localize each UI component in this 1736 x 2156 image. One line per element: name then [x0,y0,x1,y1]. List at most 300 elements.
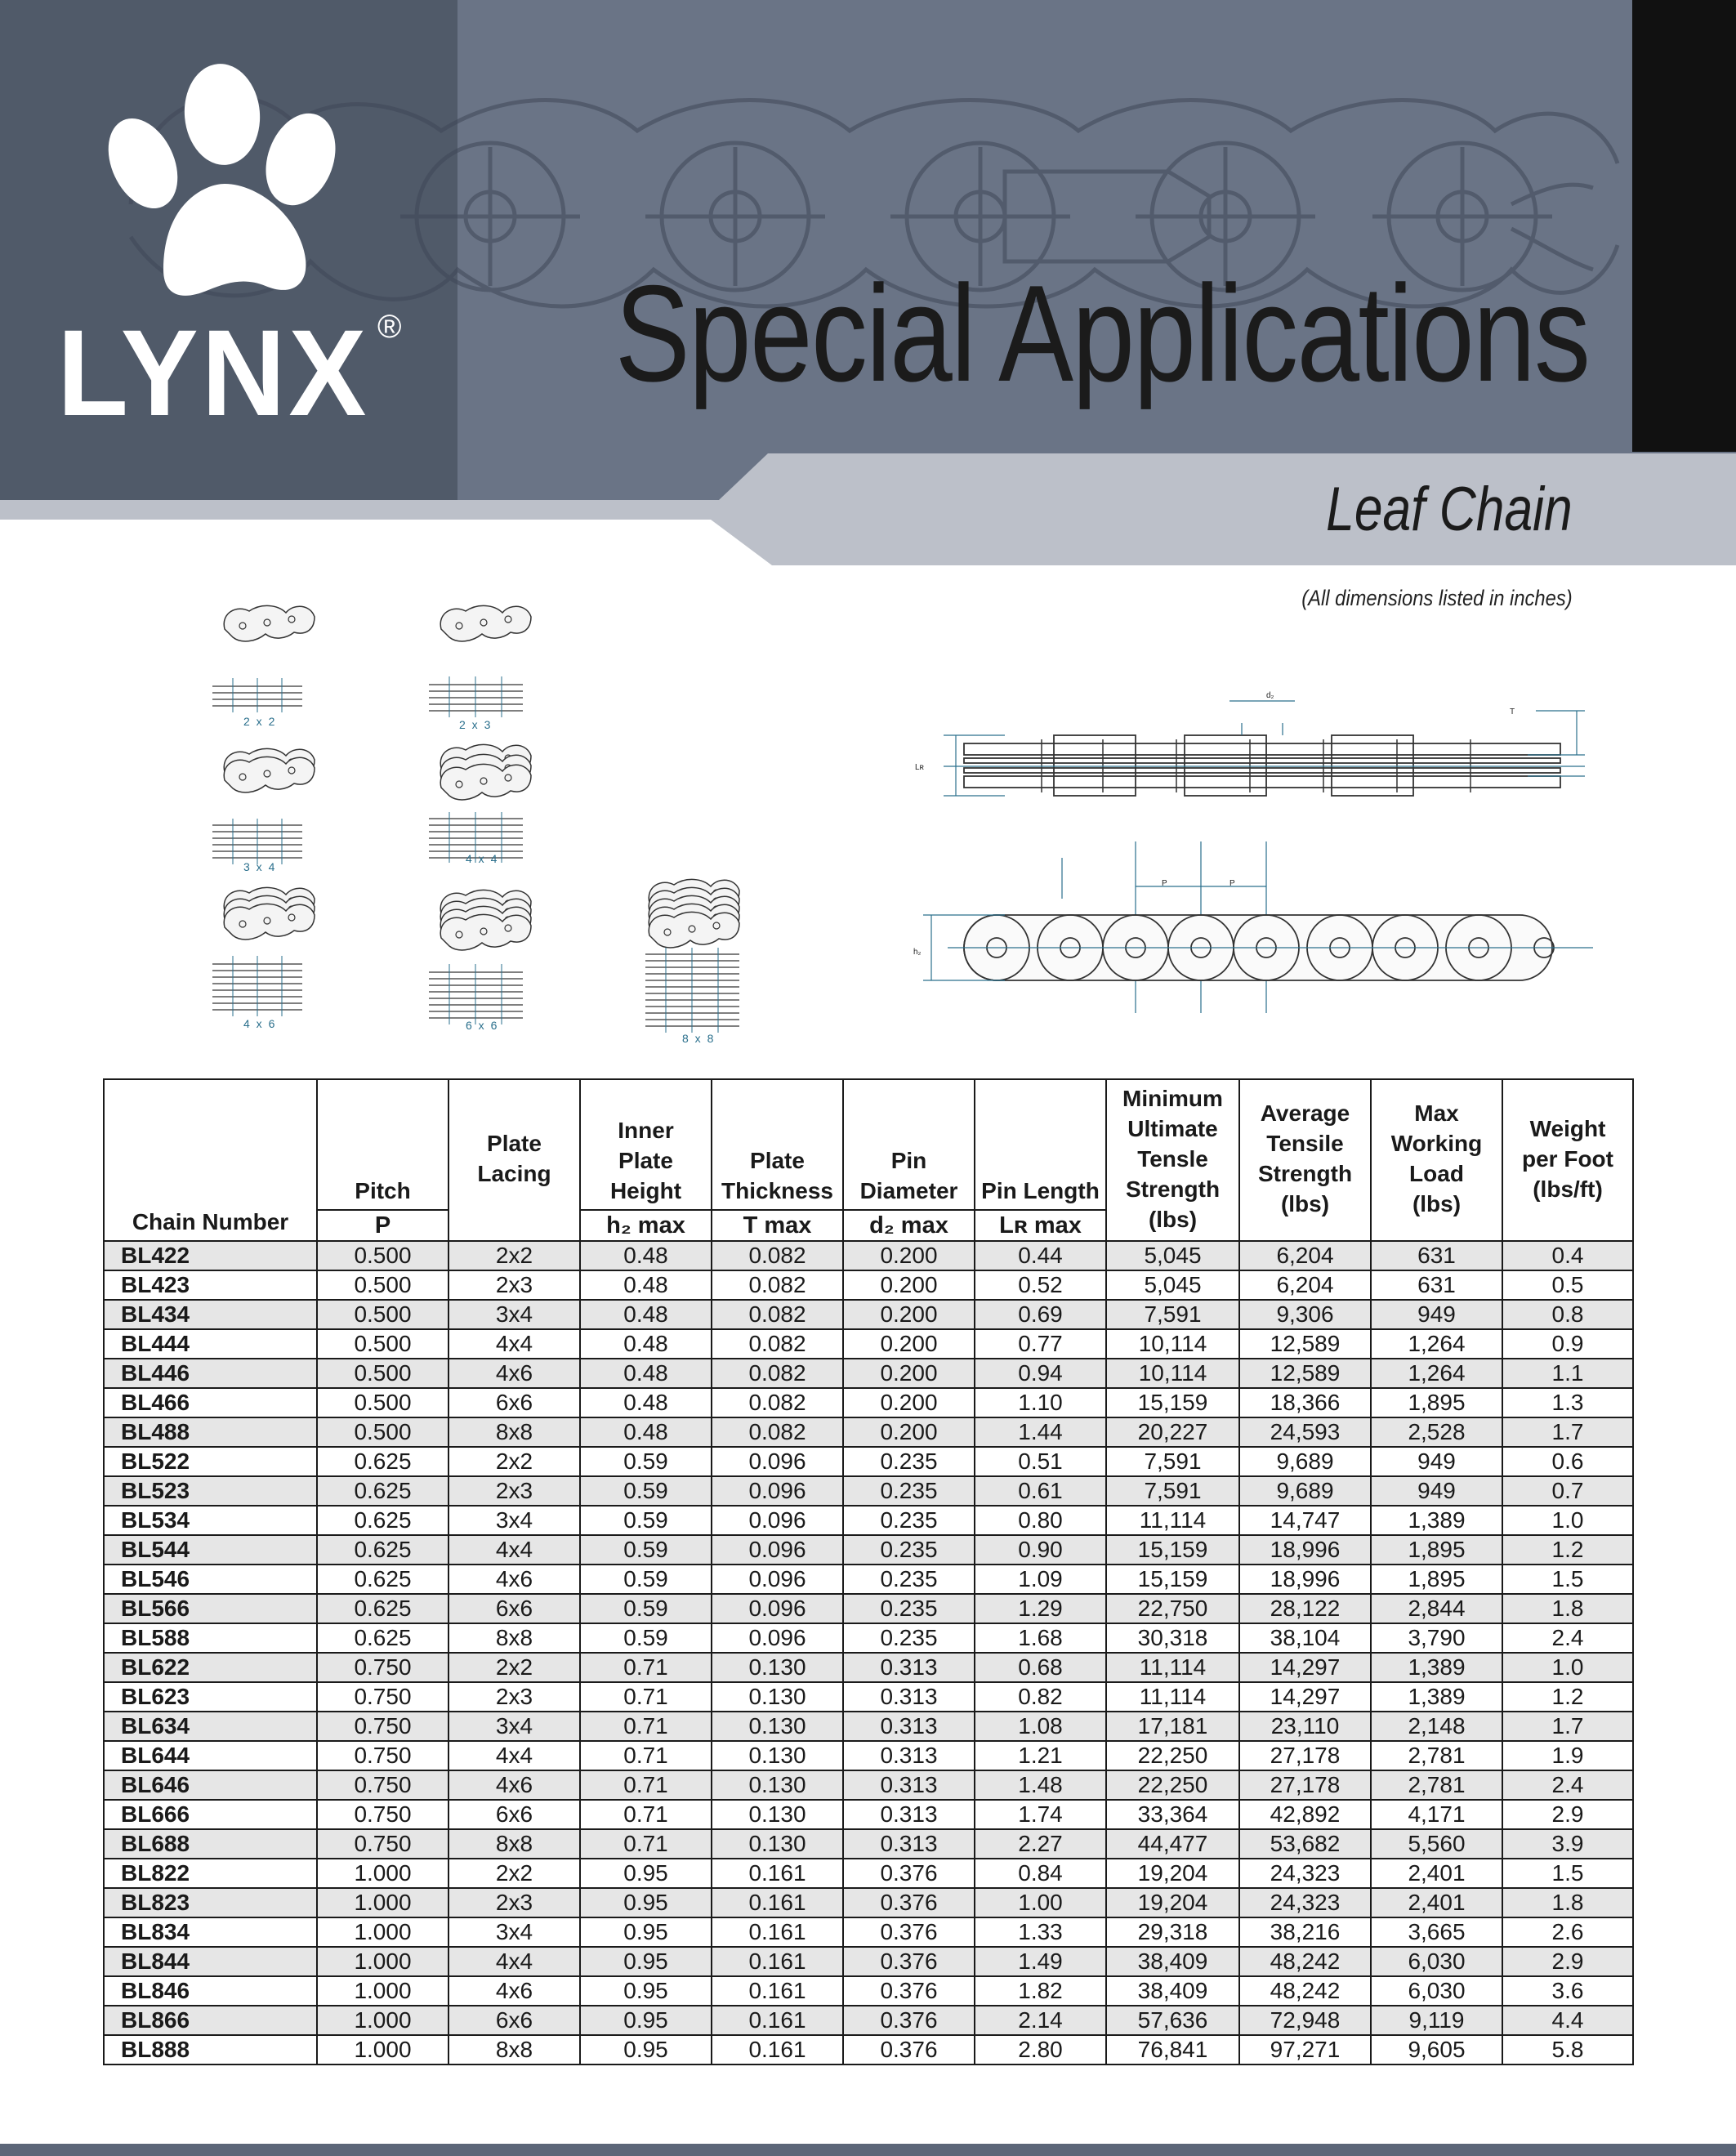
table-cell: 3x4 [449,1506,580,1535]
table-cell: 22,250 [1106,1741,1239,1770]
table-cell: 0.161 [712,1859,843,1888]
chain-number-cell: BL646 [104,1770,317,1800]
table-cell: 0.313 [843,1653,975,1682]
table-cell: 0.625 [317,1476,449,1506]
table-row [104,1359,1633,1388]
table-cell: 30,318 [1106,1623,1239,1653]
table-cell: 3x4 [449,1300,580,1329]
table-cell: 0.95 [580,1976,712,2006]
table-cell: 0.376 [843,1859,975,1888]
table-cell: 15,159 [1106,1565,1239,1594]
table-cell: 4,171 [1371,1800,1502,1829]
header-min-ultimate [1106,1079,1239,1241]
table-cell: 44,477 [1106,1829,1239,1859]
page-subtitle: Leaf Chain [1326,475,1573,544]
table-cell: 7,591 [1106,1476,1239,1506]
table-cell: 97,271 [1239,2035,1371,2064]
table-cell: 1.2 [1502,1535,1633,1565]
diagram-4x6-icon [212,887,315,1030]
table-cell: 38,409 [1106,1976,1239,2006]
table-cell: 2.14 [975,2006,1106,2035]
table-cell: 0.59 [580,1565,712,1594]
table-cell: 0.200 [843,1300,975,1329]
header-pin-length: Pin Length [975,1079,1106,1210]
table-cell: 1.1 [1502,1359,1633,1388]
table-cell: 1.44 [975,1417,1106,1447]
table-cell: 22,750 [1106,1594,1239,1623]
table-cell: 6,030 [1371,1976,1502,2006]
diagram-label-6x6: 6 x 6 [466,1019,499,1032]
table-cell: 0.130 [712,1770,843,1800]
dim-label-p2: P [1229,879,1235,888]
table-cell: 2,844 [1371,1594,1502,1623]
table-cell: 0.95 [580,1888,712,1917]
table-cell: 0.200 [843,1270,975,1300]
diagram-label-3x4: 3 x 4 [243,860,277,873]
chain-number-cell: BL644 [104,1741,317,1770]
table-cell: 0.95 [580,1947,712,1976]
chain-number-cell: BL622 [104,1653,317,1682]
chain-number-cell: BL544 [104,1535,317,1565]
table-cell: 949 [1371,1476,1502,1506]
table-cell: 10,114 [1106,1359,1239,1388]
dim-label-t: T [1510,708,1515,716]
table-cell: 0.7 [1502,1476,1633,1506]
table-row [104,1506,1633,1535]
table-cell: 1.08 [975,1712,1106,1741]
table-cell: 1.49 [975,1947,1106,1976]
table-cell: 0.625 [317,1623,449,1653]
header-inner-plate-height-text: Inner Plate Height [609,1118,682,1203]
table-cell: 14,297 [1239,1682,1371,1712]
table-row [104,1859,1633,1888]
chain-number-cell: BL534 [104,1506,317,1535]
table-cell: 23,110 [1239,1712,1371,1741]
table-row [104,1300,1633,1329]
subheader-t: T max [712,1210,843,1241]
diagram-4x4-icon [429,744,531,865]
table-cell: 0.376 [843,1888,975,1917]
table-cell: 0.750 [317,1712,449,1741]
chain-number-cell: BL634 [104,1712,317,1741]
chain-number-cell: BL546 [104,1565,317,1594]
table-cell: 2.9 [1502,1947,1633,1976]
subheader-h2: h₂ max [580,1210,712,1241]
table-cell: 949 [1371,1447,1502,1476]
table-cell: 0.500 [317,1359,449,1388]
table-cell: 0.313 [843,1712,975,1741]
table-cell: 0.625 [317,1447,449,1476]
table-cell: 1.8 [1502,1594,1633,1623]
table-cell: 8x8 [449,1829,580,1859]
table-cell: 57,636 [1106,2006,1239,2035]
table-cell: 6x6 [449,1594,580,1623]
table-cell: 0.625 [317,1506,449,1535]
chain-number-cell: BL446 [104,1359,317,1388]
table-cell: 38,409 [1106,1947,1239,1976]
dim-label-d2: d₂ [1266,691,1274,700]
chain-number-cell: BL466 [104,1388,317,1417]
table-cell: 18,996 [1239,1535,1371,1565]
table-cell: 9,689 [1239,1476,1371,1506]
table-cell: 8x8 [449,1417,580,1447]
header-plate-lacing-text: Plate Lacing [477,1131,551,1186]
diagram-label-4x6: 4 x 6 [243,1017,277,1030]
table-cell: 0.200 [843,1329,975,1359]
table-header-row [104,1079,1633,1210]
table-cell: 5.8 [1502,2035,1633,2064]
table-cell: 0.235 [843,1535,975,1565]
table-cell: 7,591 [1106,1447,1239,1476]
table-cell: 0.313 [843,1829,975,1859]
table-cell: 0.52 [975,1270,1106,1300]
diagram-6x6-icon [429,890,531,1032]
chain-number-cell: BL688 [104,1829,317,1859]
table-cell: 0.71 [580,1712,712,1741]
table-cell: 12,589 [1239,1329,1371,1359]
table-cell: 0.500 [317,1300,449,1329]
table-cell: 18,366 [1239,1388,1371,1417]
table-cell: 1.0 [1502,1653,1633,1682]
table-cell: 1.09 [975,1565,1106,1594]
header-max-working-text: Max Working Load (lbs) [1390,1100,1483,1216]
table-cell: 2.4 [1502,1770,1633,1800]
table-cell: 1.3 [1502,1388,1633,1417]
table-row [104,1241,1633,1270]
table-cell: 24,323 [1239,1888,1371,1917]
table-cell: 0.082 [712,1388,843,1417]
table-cell: 1,264 [1371,1359,1502,1388]
table-cell: 2.27 [975,1829,1106,1859]
table-cell: 1.21 [975,1741,1106,1770]
table-row [104,1476,1633,1506]
table-cell: 0.161 [712,2006,843,2035]
table-cell: 0.235 [843,1565,975,1594]
table-cell: 0.096 [712,1506,843,1535]
table-cell: 0.48 [580,1241,712,1270]
table-cell: 1.000 [317,1888,449,1917]
table-cell: 1,389 [1371,1506,1502,1535]
registered-mark: ® [377,309,402,345]
table-cell: 4x4 [449,1741,580,1770]
chain-number-cell: BL823 [104,1888,317,1917]
chain-number-cell: BL523 [104,1476,317,1506]
chain-number-cell: BL588 [104,1623,317,1653]
table-cell: 0.130 [712,1800,843,1829]
table-cell: 0.95 [580,1859,712,1888]
table-cell: 0.500 [317,1417,449,1447]
chain-number-cell: BL422 [104,1241,317,1270]
table-cell: 24,593 [1239,1417,1371,1447]
subheader-d2: d₂ max [843,1210,975,1241]
table-cell: 11,114 [1106,1682,1239,1712]
table-cell: 8x8 [449,2035,580,2064]
table-cell: 0.61 [975,1476,1106,1506]
table-cell: 1.5 [1502,1859,1633,1888]
table-cell: 20,227 [1106,1417,1239,1447]
table-cell: 2.6 [1502,1917,1633,1947]
table-cell: 48,242 [1239,1947,1371,1976]
table-cell: 0.95 [580,2006,712,2035]
table-cell: 0.71 [580,1829,712,1859]
chain-number-cell: BL566 [104,1594,317,1623]
table-cell: 1.000 [317,1976,449,2006]
table-cell: 4.4 [1502,2006,1633,2035]
table-cell: 14,297 [1239,1653,1371,1682]
table-cell: 0.750 [317,1829,449,1859]
table-row [104,1741,1633,1770]
table-cell: 0.200 [843,1241,975,1270]
header-max-working [1371,1079,1502,1241]
table-cell: 0.59 [580,1447,712,1476]
diagram-label-4x4: 4 x 4 [466,852,499,865]
table-cell: 0.51 [975,1447,1106,1476]
table-cell: 0.235 [843,1476,975,1506]
table-row [104,1417,1633,1447]
table-cell: 2.80 [975,2035,1106,2064]
table-cell: 6,030 [1371,1947,1502,1976]
table-body [104,1241,1633,2064]
chain-number-cell: BL434 [104,1300,317,1329]
table-cell: 9,605 [1371,2035,1502,2064]
table-cell: 3.6 [1502,1976,1633,2006]
table-cell: 2x3 [449,1476,580,1506]
table-cell: 0.84 [975,1859,1106,1888]
table-cell: 0.082 [712,1270,843,1300]
table-cell: 1.5 [1502,1565,1633,1594]
footer-bar [0,2144,1736,2156]
table-cell: 6,204 [1239,1270,1371,1300]
table-cell: 0.5 [1502,1270,1633,1300]
brand-logo-text: LYNX [57,304,370,441]
table-cell: 0.376 [843,1976,975,2006]
table-cell: 0.130 [712,1653,843,1682]
table-cell: 19,204 [1106,1888,1239,1917]
table-cell: 2x3 [449,1888,580,1917]
table-cell: 1,895 [1371,1565,1502,1594]
chain-number-cell: BL844 [104,1947,317,1976]
table-cell: 38,104 [1239,1623,1371,1653]
table-cell: 1.9 [1502,1741,1633,1770]
table-cell: 12,589 [1239,1359,1371,1388]
table-cell: 0.44 [975,1241,1106,1270]
table-cell: 6x6 [449,2006,580,2035]
page-header [0,0,1736,458]
table-cell: 6x6 [449,1388,580,1417]
table-cell: 18,996 [1239,1565,1371,1594]
table-cell: 1.7 [1502,1417,1633,1447]
table-cell: 2,401 [1371,1859,1502,1888]
table-cell: 0.8 [1502,1300,1633,1329]
table-cell: 0.750 [317,1800,449,1829]
table-row [104,1623,1633,1653]
table-cell: 4x4 [449,1535,580,1565]
table-cell: 631 [1371,1241,1502,1270]
table-cell: 0.082 [712,1417,843,1447]
table-cell: 949 [1371,1300,1502,1329]
table-cell: 6x6 [449,1800,580,1829]
table-row [104,1770,1633,1800]
table-row [104,1565,1633,1594]
table-cell: 0.096 [712,1594,843,1623]
table-row [104,2035,1633,2064]
table-cell: 0.161 [712,1947,843,1976]
table-cell: 11,114 [1106,1506,1239,1535]
table-row [104,1712,1633,1741]
table-cell: 0.71 [580,1800,712,1829]
table-cell: 2,148 [1371,1712,1502,1741]
table-cell: 9,689 [1239,1447,1371,1476]
table-cell: 0.130 [712,1682,843,1712]
table-cell: 5,045 [1106,1241,1239,1270]
table-cell: 0.096 [712,1565,843,1594]
table-cell: 38,216 [1239,1917,1371,1947]
header-pin-diameter [843,1079,975,1210]
table-cell: 0.59 [580,1594,712,1623]
table-cell: 0.500 [317,1241,449,1270]
table-cell: 0.096 [712,1476,843,1506]
table-cell: 15,159 [1106,1388,1239,1417]
table-cell: 0.161 [712,2035,843,2064]
header-pin-diameter-text: Pin Diameter [859,1148,958,1203]
diagram-2x2-icon [212,605,315,728]
table-cell: 0.082 [712,1329,843,1359]
table-cell: 3.9 [1502,1829,1633,1859]
table-cell: 3,790 [1371,1623,1502,1653]
table-cell: 22,250 [1106,1770,1239,1800]
table-cell: 0.48 [580,1359,712,1388]
table-cell: 1,389 [1371,1682,1502,1712]
table-cell: 4x4 [449,1329,580,1359]
table-cell: 3,665 [1371,1917,1502,1947]
table-cell: 1.000 [317,1859,449,1888]
table-cell: 0.130 [712,1712,843,1741]
header-chain-number: Chain Number [104,1079,317,1241]
chain-dimension-diagram [907,686,1601,1013]
table-cell: 1.0 [1502,1506,1633,1535]
table-cell: 2x2 [449,1653,580,1682]
table-cell: 42,892 [1239,1800,1371,1829]
table-cell: 0.082 [712,1359,843,1388]
subheader-pitch: P [317,1210,449,1241]
table-cell: 14,747 [1239,1506,1371,1535]
chain-number-cell: BL888 [104,2035,317,2064]
dim-label-p1: P [1162,879,1167,888]
table-cell: 0.750 [317,1741,449,1770]
table-cell: 7,591 [1106,1300,1239,1329]
table-cell: 2,781 [1371,1770,1502,1800]
table-cell: 0.161 [712,1976,843,2006]
dimensions-note: (All dimensions listed in inches) [1301,586,1573,610]
table-cell: 48,242 [1239,1976,1371,2006]
table-cell: 1,895 [1371,1388,1502,1417]
table-cell: 0.750 [317,1682,449,1712]
table-cell: 0.082 [712,1300,843,1329]
table-cell: 4x6 [449,1359,580,1388]
table-cell: 0.80 [975,1506,1106,1535]
table-cell: 4x6 [449,1770,580,1800]
table-cell: 2.4 [1502,1623,1633,1653]
table-cell: 1.000 [317,1947,449,1976]
table-cell: 0.235 [843,1447,975,1476]
table-cell: 1.2 [1502,1682,1633,1712]
table-cell: 2,528 [1371,1417,1502,1447]
table-row [104,1270,1633,1300]
diagram-8x8-icon [645,879,739,1045]
table-cell: 0.313 [843,1800,975,1829]
table-cell: 0.750 [317,1653,449,1682]
table-row [104,1682,1633,1712]
chain-number-cell: BL623 [104,1682,317,1712]
header-plate-lacing [449,1079,580,1241]
table-cell: 0.082 [712,1241,843,1270]
table-cell: 27,178 [1239,1741,1371,1770]
table-cell: 0.4 [1502,1241,1633,1270]
header-plate-thickness-text: Plate Thickness [721,1148,833,1203]
table-cell: 1,264 [1371,1329,1502,1359]
diagram-3x4-icon [212,748,315,873]
table-cell: 1.000 [317,2035,449,2064]
table-cell: 1.00 [975,1888,1106,1917]
table-row [104,1535,1633,1565]
table-cell: 1.29 [975,1594,1106,1623]
table-row [104,1917,1633,1947]
table-cell: 0.200 [843,1417,975,1447]
table-cell: 0.94 [975,1359,1106,1388]
diagram-2x3-icon [429,605,531,731]
table-cell: 0.130 [712,1829,843,1859]
diagram-label-2x2: 2 x 2 [243,715,277,728]
table-cell: 0.71 [580,1682,712,1712]
table-cell: 0.376 [843,1917,975,1947]
header-min-ultimate-text: Minimum Ultimate Tensle Strength (lbs) [1122,1085,1223,1232]
table-cell: 0.161 [712,1917,843,1947]
table-cell: 2x3 [449,1270,580,1300]
table-cell: 0.376 [843,1947,975,1976]
header-plate-thickness [712,1079,843,1210]
table-cell: 19,204 [1106,1859,1239,1888]
table-cell: 1.10 [975,1388,1106,1417]
table-row [104,1800,1633,1829]
table-cell: 0.500 [317,1329,449,1359]
table-cell: 1.000 [317,2006,449,2035]
table-cell: 0.59 [580,1506,712,1535]
table-cell: 1.000 [317,1917,449,1947]
table-cell: 0.376 [843,2035,975,2064]
chain-number-cell: BL666 [104,1800,317,1829]
table-cell: 2.9 [1502,1800,1633,1829]
table-cell: 0.48 [580,1270,712,1300]
table-cell: 33,364 [1106,1800,1239,1829]
header-inner-plate-height [580,1079,712,1210]
table-cell: 1.33 [975,1917,1106,1947]
table-cell: 29,318 [1106,1917,1239,1947]
subheader-lr: Lʀ max [975,1210,1106,1241]
table-cell: 0.71 [580,1770,712,1800]
table-cell: 1.82 [975,1976,1106,2006]
table-cell: 17,181 [1106,1712,1239,1741]
table-cell: 0.77 [975,1329,1106,1359]
table-row [104,1594,1633,1623]
diagram-label-8x8: 8 x 8 [682,1032,716,1045]
table-cell: 8x8 [449,1623,580,1653]
table-cell: 0.235 [843,1506,975,1535]
table-cell: 0.625 [317,1535,449,1565]
table-cell: 5,045 [1106,1270,1239,1300]
table-cell: 0.59 [580,1623,712,1653]
dim-label-lr: Lʀ [915,763,924,772]
table-cell: 0.625 [317,1594,449,1623]
